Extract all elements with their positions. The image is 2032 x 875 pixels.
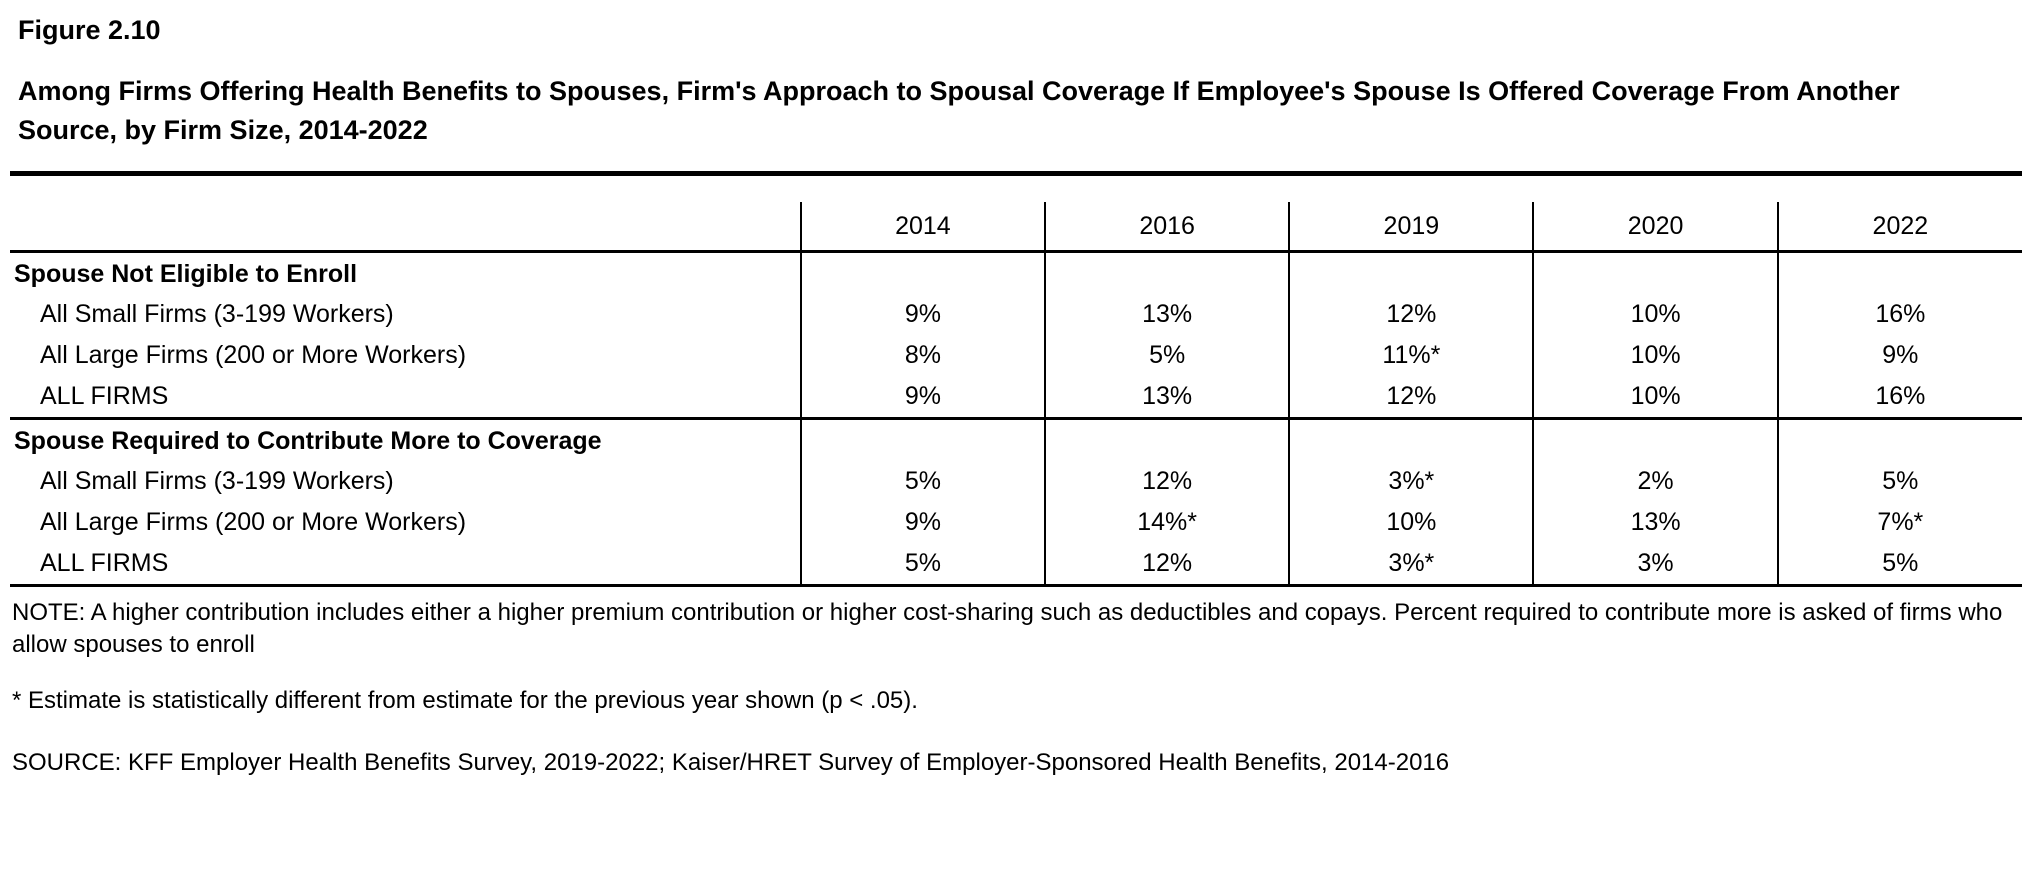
section-blank-cell <box>1533 419 1777 462</box>
cell-value: 12% <box>1045 461 1289 502</box>
cell-value: 9% <box>801 294 1045 335</box>
section-blank-cell <box>1778 252 2022 295</box>
cell-value: 13% <box>1533 502 1777 543</box>
table-row <box>10 376 2022 417</box>
cell-value: 16% <box>1875 300 1926 329</box>
cell-value: 14%* <box>1045 502 1289 543</box>
row-label: ALL FIRMS <box>10 543 801 584</box>
cell-value: 12% <box>1289 294 1533 335</box>
page-title: Among Firms Offering Health Benefits to Spouses, Firm's Approach to Spousal Coverage If Employee's Spouse Is Offered Coverage From Another Source, by Firm Size, 2014-2022 <box>18 76 1900 145</box>
table-row <box>10 461 2022 502</box>
cell-value: 5% <box>1882 549 1919 578</box>
column-header-2016: 2016 <box>1045 202 1289 250</box>
cell-value: 13% <box>1045 376 1289 417</box>
cell-value: 16% <box>1875 382 1926 411</box>
cell-value: 11%* <box>1289 335 1533 376</box>
section-blank-cell <box>1045 252 1289 295</box>
cell-value: 9% <box>1882 341 1919 370</box>
table-row <box>10 543 2022 584</box>
column-header-2019: 2019 <box>1289 202 1533 250</box>
cell-value: 12% <box>1045 543 1289 584</box>
table-header-row <box>10 202 2022 250</box>
column-header-2022: 2022 <box>1872 211 1929 240</box>
table-bottom-divider <box>10 584 2022 586</box>
section-blank-cell <box>801 252 1045 295</box>
section-blank-cell <box>1289 252 1533 295</box>
section-label-spouse-not-eligible: Spouse Not Eligible to Enroll <box>10 252 801 295</box>
section-blank-cell <box>1778 419 2022 462</box>
section-blank-cell <box>1533 252 1777 295</box>
cell-value: 7%* <box>1877 508 1924 537</box>
cell-value: 12% <box>1289 376 1533 417</box>
cell-value: 5% <box>801 543 1045 584</box>
cell-value: 8% <box>801 335 1045 376</box>
note-text: NOTE: A higher contribution includes either a higher premium contribution or higher cost-sharing such as deductibles and copays. Percent required to contribute more is asked of firms who allow spouses to enroll <box>12 599 2003 658</box>
row-label: All Large Firms (200 or More Workers) <box>10 502 801 543</box>
figure-number: Figure 2.10 <box>18 15 161 45</box>
table-row <box>10 335 2022 376</box>
cell-value: 9% <box>801 376 1045 417</box>
table-row <box>10 502 2022 543</box>
title-divider <box>10 171 2022 176</box>
row-label: ALL FIRMS <box>10 376 801 417</box>
section-blank-cell <box>1289 419 1533 462</box>
significance-note: * Estimate is statistically different from estimate for the previous year shown (p < .05). <box>12 686 918 714</box>
cell-value: 5% <box>1882 467 1919 496</box>
cell-value: 5% <box>801 461 1045 502</box>
row-label: All Small Firms (3-199 Workers) <box>10 294 801 335</box>
cell-value: 10% <box>1533 335 1777 376</box>
table-row <box>10 294 2022 335</box>
footnotes <box>10 593 2022 779</box>
cell-value: 2% <box>1533 461 1777 502</box>
section-blank-cell <box>1045 419 1289 462</box>
column-header-2014: 2014 <box>801 202 1045 250</box>
cell-value: 10% <box>1533 294 1777 335</box>
cell-value: 3% <box>1533 543 1777 584</box>
row-label: All Small Firms (3-199 Workers) <box>10 461 801 502</box>
cell-value: 3%* <box>1289 461 1533 502</box>
column-header-2020: 2020 <box>1533 202 1777 250</box>
data-table <box>10 202 2022 587</box>
cell-value: 13% <box>1045 294 1289 335</box>
row-label: All Large Firms (200 or More Workers) <box>10 335 801 376</box>
section-header-row <box>10 419 2022 462</box>
cell-value: 3%* <box>1289 543 1533 584</box>
column-header-blank <box>10 202 801 250</box>
section-header-row <box>10 252 2022 295</box>
cell-value: 5% <box>1045 335 1289 376</box>
source-note: SOURCE: KFF Employer Health Benefits Survey, 2019-2022; Kaiser/HRET Survey of Employer-Sponsored Health Benefits, 2014-2016 <box>12 748 1450 776</box>
cell-value: 10% <box>1289 502 1533 543</box>
cell-value: 10% <box>1533 376 1777 417</box>
section-blank-cell <box>801 419 1045 462</box>
section-label-spouse-required-contribute: Spouse Required to Contribute More to Coverage <box>10 419 801 462</box>
cell-value: 9% <box>801 502 1045 543</box>
